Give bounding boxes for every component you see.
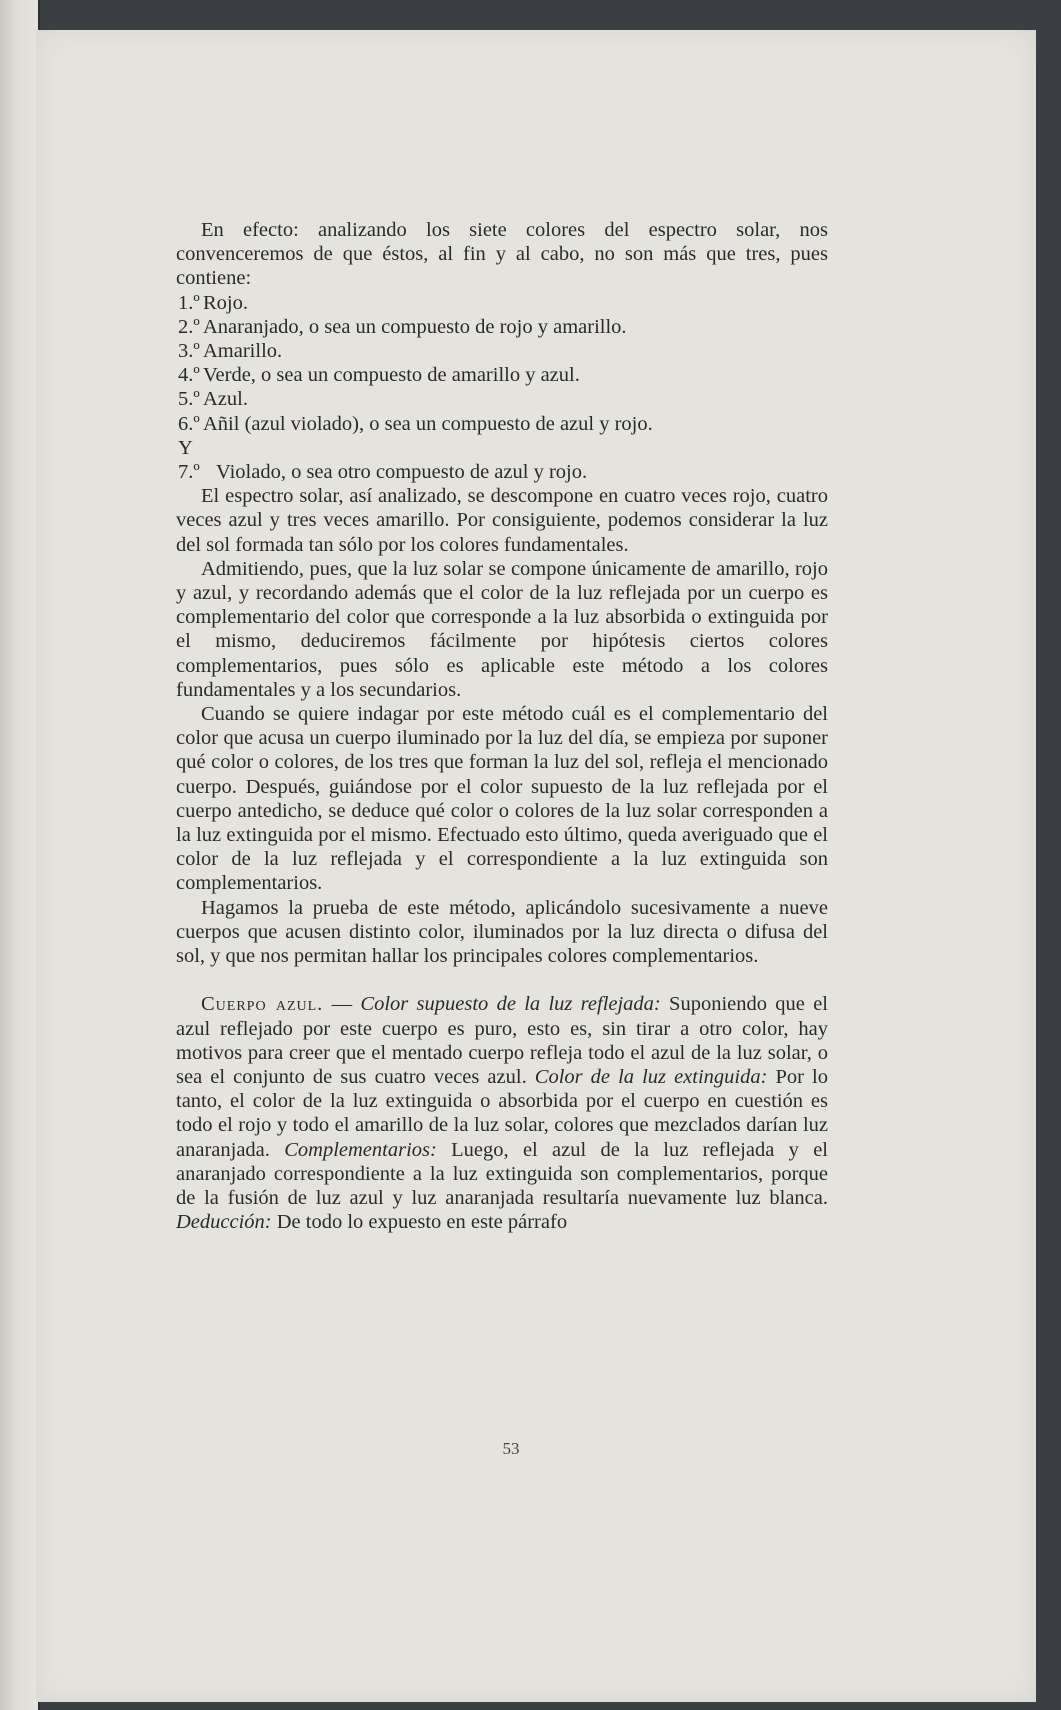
- list-item: [176, 412, 828, 436]
- list-number: 6.º: [178, 412, 200, 435]
- list-text: Rojo.: [203, 291, 248, 314]
- list-number: 4.º: [178, 364, 200, 387]
- section-heading: Cuerpo azul.: [201, 993, 324, 1016]
- page-text: [176, 218, 828, 1234]
- list-number: Y 7.º: [178, 436, 200, 484]
- list-text: Violado, o sea otro compuesto de azul y rojo.: [216, 461, 588, 484]
- section-label: Color supuesto de la luz reflejada:: [360, 993, 661, 1016]
- body-paragraph: Admitiendo, pues, que la luz solar se compone únicamente de amarillo, rojo y azul, y recordando además que el color de la luz reflejada por un cuerpo es complementario del color que corresponde a la luz absorbida o extinguida por el mismo, deduciremos fácilmente por hipótesis ciertos colores complementarios, pues sólo es aplicable este método a los colores fundamentales y a los secundarios.: [176, 557, 828, 701]
- list-item: [176, 291, 828, 315]
- section-text: Por lo tanto, el color de la luz extinguida o absorbida por el cuerpo en cuestión es todo el rojo y todo el amarillo de la luz solar, colores que mezclados darían luz anaranjada.: [176, 1065, 828, 1161]
- list-item: [176, 315, 828, 339]
- body-paragraph: El espectro solar, así analizado, se descompone en cuatro veces rojo, cuatro veces azul y tres veces amarillo. Por consiguiente, podemos considerar la luz del sol formada tan sólo por los colores fundamentales.: [176, 485, 828, 556]
- body-paragraph: Cuando se quiere indagar por este método cuál es el complementario del color que acusa un cuerpo iluminado por la luz del día, se empieza por suponer qué color o colores, de los tres que forman la luz del sol, refleja el mencionado cuerpo. Después, guiándose por el color supuesto de la luz reflejada por el cuerpo antedicho, se deduce qué color o colores de la luz solar corresponden a la luz extinguida por el mismo. Efectuado esto último, queda averiguado que el color de la luz reflejada y el correspondiente a la luz extinguida son complementarios.: [176, 703, 828, 895]
- section-label: Color de la luz extinguida:: [534, 1065, 768, 1088]
- previous-page-edge: [0, 0, 40, 1710]
- list-text: Verde, o sea un compuesto de amarillo y azul.: [203, 364, 580, 387]
- section-text: De todo lo expuesto en este párrafo: [271, 1211, 568, 1234]
- section-dash: —: [323, 993, 361, 1016]
- list-item: [176, 436, 828, 484]
- section-paragraph: [176, 992, 828, 1234]
- body-paragraph: Hagamos la prueba de este método, aplicándolo sucesivamente a nueve cuerpos que acusen distinto color, iluminados por la luz directa o difusa del sol, y que nos permitan hallar los principales colores complementarios.: [176, 896, 828, 968]
- section-label: Deducción:: [176, 1211, 272, 1234]
- intro-paragraph: En efecto: analizando los siete colores del espectro solar, nos convenceremos de que éstos, al fin y al cabo, no son más que tres, pues contiene:: [176, 219, 828, 290]
- page-number: 53: [502, 1439, 520, 1458]
- list-number: 3.º: [178, 340, 200, 363]
- book-page: [36, 30, 1036, 1702]
- list-item: [176, 387, 828, 411]
- list-text: Añil (azul violado), o sea un compuesto de azul y rojo.: [203, 412, 653, 435]
- list-number: 2.º: [178, 315, 200, 338]
- list-number: 1.º: [178, 291, 200, 314]
- list-text: Anaranjado, o sea un compuesto de rojo y amarillo.: [203, 315, 627, 338]
- section-spacer: [176, 968, 828, 992]
- section-text: Luego, el azul de la luz reflejada y el anaranjado correspondiente a la luz extinguida son complementarios, porque de la fusión de luz azul y luz anaranjada resultaría nuevamente luz blanca.: [176, 1138, 828, 1209]
- list-text: Azul.: [203, 388, 248, 411]
- list-item: [176, 339, 828, 363]
- section-text: Suponiendo que el azul reflejado por este cuerpo es puro, esto es, sin tirar a otro color, hay motivos para creer que el mentado cuerpo refleja todo el azul de la luz solar, o sea el conjunto de sus cuatro veces azul.: [176, 993, 828, 1088]
- list-item: [176, 363, 828, 387]
- section-label: Complementarios:: [284, 1138, 437, 1161]
- list-text: Amarillo.: [203, 340, 283, 363]
- list-number: 5.º: [178, 388, 200, 411]
